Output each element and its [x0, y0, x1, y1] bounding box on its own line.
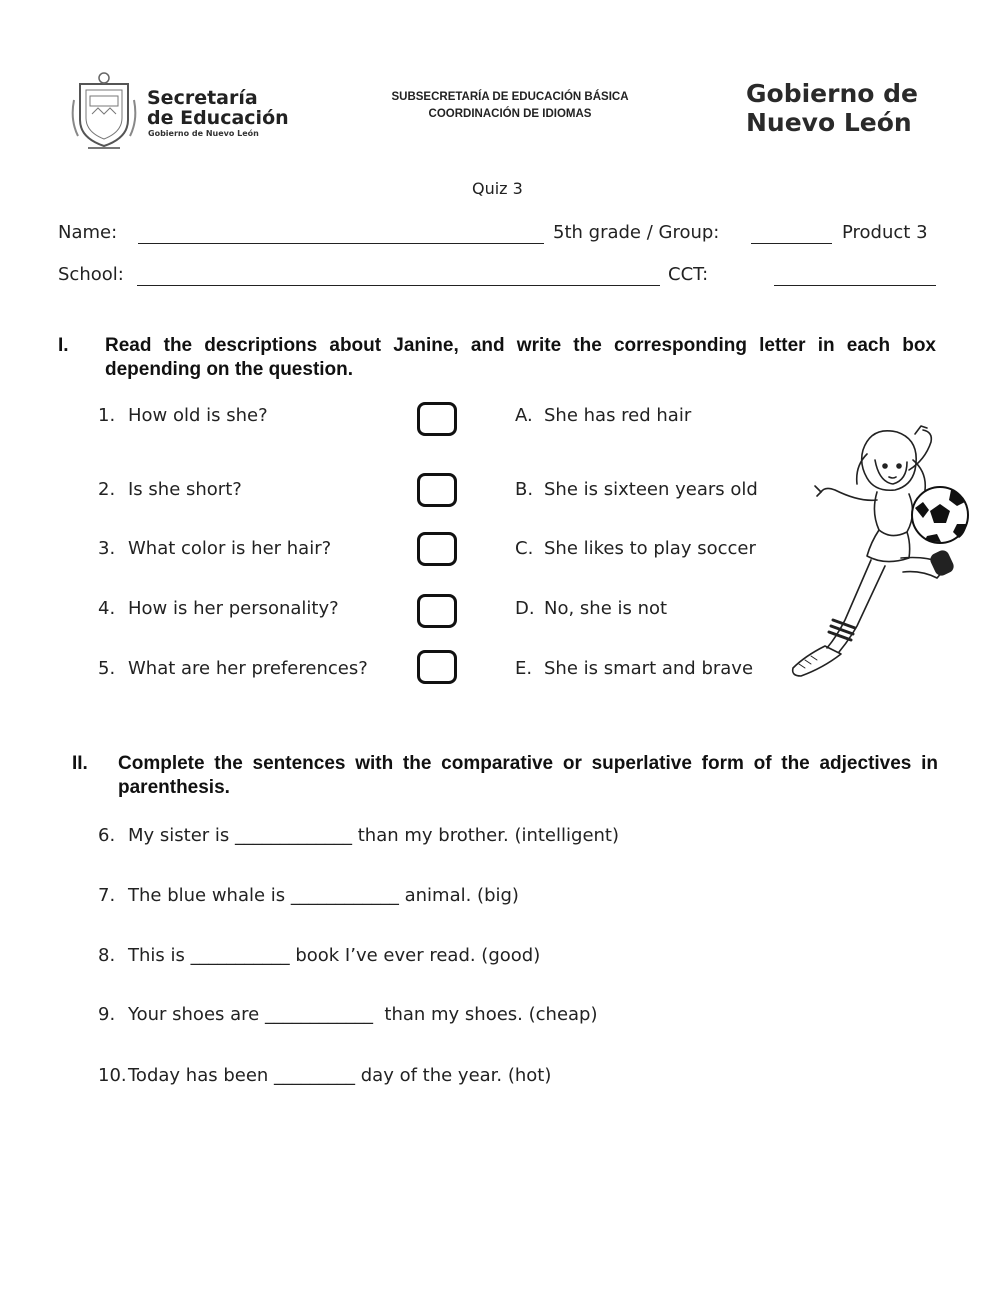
sentence-start: My sister is	[128, 825, 236, 846]
sentence-start: Your shoes are	[128, 1004, 265, 1025]
sentence-end: than my brother. (intelligent)	[352, 825, 620, 846]
answer-box[interactable]	[417, 594, 457, 628]
answer-box[interactable]	[417, 473, 457, 507]
section-2-numeral: II.	[72, 753, 88, 774]
sentence-number: 9.	[98, 1004, 116, 1025]
sentence-end: animal. (big)	[398, 885, 519, 906]
question-text: How is her personality?	[128, 598, 339, 619]
section-1-instruction-line-2: depending on the question.	[105, 359, 354, 380]
sentence-item	[128, 1004, 598, 1025]
sentence-item	[128, 1065, 551, 1086]
answer-box[interactable]	[417, 650, 457, 684]
section-1-instruction-line-1: Read the descriptions about Janine, and write the corresponding letter in each box	[105, 335, 936, 356]
subsecretaria-heading: SUBSECRETARÍA DE EDUCACIÓN BÁSICA	[391, 91, 629, 103]
section-2-instruction-line-2: parenthesis.	[118, 777, 230, 798]
logo-line-1: Secretaría	[147, 87, 258, 109]
question-number: 5.	[98, 658, 116, 679]
question-number: 1.	[98, 405, 116, 426]
sentence-end: than my shoes. (cheap)	[372, 1004, 598, 1025]
group-field[interactable]	[751, 243, 832, 244]
question-number: 4.	[98, 598, 116, 619]
answer-text: She is sixteen years old	[544, 479, 758, 500]
answer-letter: B.	[515, 479, 534, 500]
answer-text: No, she is not	[544, 598, 668, 619]
soccer-girl-illustration	[775, 420, 975, 690]
coordinacion-heading: COORDINACIÓN DE IDIOMAS	[428, 108, 592, 120]
secretaria-logo	[70, 70, 300, 152]
question-number: 3.	[98, 538, 116, 559]
section-2-instruction-line-1: Complete the sentences with the comparative or superlative form of the adjectives in	[118, 753, 938, 774]
sentence-number: 6.	[98, 825, 116, 846]
answer-blank[interactable]: _________	[274, 1065, 356, 1086]
sentence-item	[128, 945, 540, 966]
sentence-start: Today has been	[128, 1065, 275, 1086]
answer-box[interactable]	[417, 532, 457, 566]
answer-text: She is smart and brave	[544, 658, 754, 679]
gobierno-line-2: Nuevo León	[746, 108, 912, 137]
sentence-number: 7.	[98, 885, 116, 906]
answer-letter: D.	[515, 598, 535, 619]
section-1-numeral: I.	[58, 335, 69, 356]
sentence-end: day of the year. (hot)	[355, 1065, 552, 1086]
question-text: How old is she?	[128, 405, 268, 426]
sentence-number: 10.	[98, 1065, 127, 1086]
school-field[interactable]	[137, 285, 660, 286]
sentence-item	[128, 885, 519, 906]
answer-blank[interactable]: ____________	[264, 1004, 373, 1025]
answer-letter: E.	[515, 658, 533, 679]
gobierno-line-1: Gobierno de	[746, 79, 918, 108]
logo-line-3: Gobierno de Nuevo León	[148, 129, 259, 138]
school-label: School:	[58, 264, 124, 285]
question-text: What color is her hair?	[128, 538, 332, 559]
answer-blank[interactable]: _____________	[235, 825, 353, 846]
answer-text: She likes to play soccer	[544, 538, 756, 559]
cct-field[interactable]	[774, 285, 936, 286]
answer-letter: A.	[515, 405, 533, 426]
question-text: What are her preferences?	[128, 658, 368, 679]
sentence-end: book I’ve ever read. (good)	[289, 945, 541, 966]
answer-blank[interactable]: ____________	[290, 885, 399, 906]
grade-group-label: 5th grade / Group:	[553, 222, 720, 243]
answer-blank[interactable]: ___________	[190, 945, 290, 966]
answer-box[interactable]	[417, 402, 457, 436]
answer-letter: C.	[515, 538, 534, 559]
name-field[interactable]	[138, 243, 544, 244]
sentence-item	[128, 825, 619, 846]
name-label: Name:	[58, 222, 118, 243]
sentence-start: The blue whale is	[128, 885, 291, 906]
answer-text: She has red hair	[544, 405, 692, 426]
quiz-title: Quiz 3	[472, 179, 523, 198]
cct-label: CCT:	[668, 264, 709, 285]
product-label: Product 3	[842, 222, 928, 243]
question-text: Is she short?	[128, 479, 242, 500]
question-number: 2.	[98, 479, 116, 500]
logo-line-2: de Educación	[147, 107, 289, 129]
sentence-number: 8.	[98, 945, 116, 966]
sentence-start: This is	[128, 945, 191, 966]
coat-of-arms-icon	[70, 70, 138, 152]
